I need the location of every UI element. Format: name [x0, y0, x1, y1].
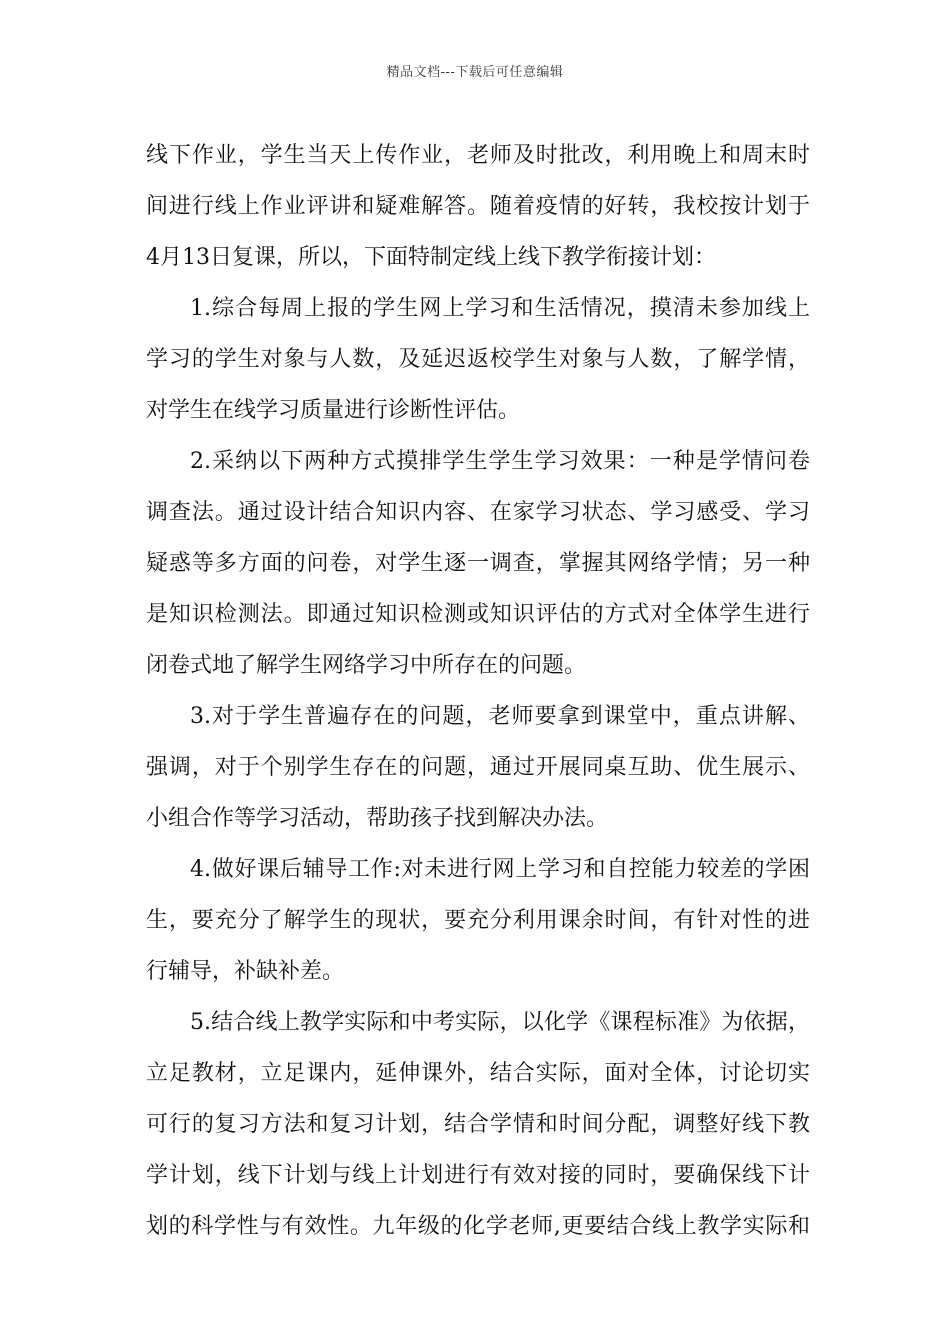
text-line: 4.做好课后辅导工作:对未进行网上学习和自控能力较差的学困 — [190, 857, 810, 882]
text-line: 线下作业，学生当天上传作业，老师及时批改，利用晚上和周末时 — [146, 143, 810, 168]
text-line: 调查法。通过设计结合知识内容、在家学习状态、学习感受、学习 — [146, 500, 810, 525]
text-line: 间进行线上作业评讲和疑难解答。随着疫情的好转，我校按计划于 — [146, 194, 810, 219]
text-line: 2.采纳以下两种方式摸排学生学生学习效果：一种是学情问卷 — [190, 449, 810, 474]
document-body — [146, 130, 810, 1252]
text-line: 可行的复习方法和复习计划，结合学情和时间分配，调整好线下教 — [146, 1112, 810, 1137]
page-header: 精品文档---下载后可任意编辑 — [386, 65, 564, 80]
text-line: 闭卷式地了解学生网络学习中所存在的问题。 — [146, 653, 587, 678]
text-line: 1.综合每周上报的学生网上学习和生活情况，摸清未参加线上 — [190, 296, 810, 321]
text-line: 小组合作等学习活动，帮助孩子找到解决办法。 — [146, 806, 609, 831]
text-line: 4月13日复课，所以，下面特制定线上线下教学衔接计划： — [146, 245, 716, 270]
text-line: 行辅导，补缺补差。 — [146, 959, 345, 984]
text-line: 是知识检测法。即通过知识检测或知识评估的方式对全体学生进行 — [146, 602, 810, 627]
text-line: 学计划，线下计划与线上计划进行有效对接的同时，要确保线下计 — [146, 1163, 810, 1188]
text-line: 立足教材，立足课内，延伸课外，结合实际，面对全体，讨论切实 — [146, 1061, 810, 1086]
text-line: 疑惑等多方面的问卷，对学生逐一调查，掌握其网络学情；另一种 — [146, 551, 810, 576]
text-line: 对学生在线学习质量进行诊断性评估。 — [146, 398, 521, 423]
text-line: 学习的学生对象与人数，及延迟返校学生对象与人数，了解学情， — [146, 347, 810, 372]
text-line: 划的科学性与有效性。九年级的化学老师,更要结合线上教学实际和 — [146, 1214, 810, 1239]
text-line: 生，要充分了解学生的现状，要充分利用课余时间，有针对性的进 — [146, 908, 810, 933]
text-line: 5.结合线上教学实际和中考实际，以化学《课程标准》为依据， — [190, 1010, 810, 1035]
text-line: 3.对于学生普遍存在的问题，老师要拿到课堂中，重点讲解、 — [190, 704, 810, 729]
text-line: 强调，对于个别学生存在的问题，通过开展同桌互助、优生展示、 — [146, 755, 810, 780]
